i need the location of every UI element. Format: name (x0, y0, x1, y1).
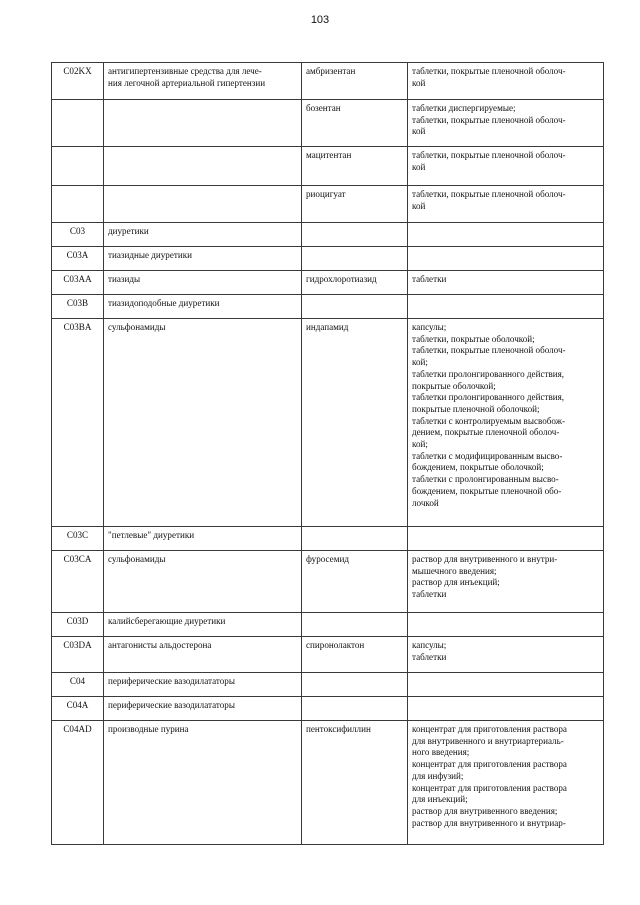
atc-code: C02KX (52, 63, 104, 100)
atc-code: C03CA (52, 551, 104, 613)
drug-name (302, 247, 408, 271)
drug-name: индапамид (302, 319, 408, 527)
dosage-forms (408, 697, 604, 721)
drug-table (51, 62, 604, 845)
table-row (52, 527, 604, 551)
atc-group: антигипертензивные средства для лече- ния легочной артериальной гипертензии (104, 63, 302, 100)
table-row (52, 673, 604, 697)
atc-group: производные пурина (104, 721, 302, 845)
atc-code: C03BA (52, 319, 104, 527)
atc-group (104, 186, 302, 223)
drug-name: риоцигуат (302, 186, 408, 223)
table-row (52, 295, 604, 319)
table-row (52, 551, 604, 613)
dosage-forms: таблетки, покрытые пленочной оболоч- кой (408, 186, 604, 223)
atc-code: C03AA (52, 271, 104, 295)
atc-group: тиазиды (104, 271, 302, 295)
atc-code: C03 (52, 223, 104, 247)
atc-code: C04 (52, 673, 104, 697)
table-row (52, 319, 604, 527)
atc-code: C03DA (52, 637, 104, 673)
atc-code: C03A (52, 247, 104, 271)
drug-name: бозентан (302, 100, 408, 147)
atc-group: сульфонамиды (104, 319, 302, 527)
table-row (52, 697, 604, 721)
atc-group (104, 147, 302, 186)
atc-group: диуретики (104, 223, 302, 247)
drug-name (302, 697, 408, 721)
drug-name (302, 613, 408, 637)
drug-name (302, 527, 408, 551)
atc-code (52, 100, 104, 147)
dosage-forms: таблетки диспергируемые; таблетки, покрытые пленочной оболоч- кой (408, 100, 604, 147)
dosage-forms: капсулы; таблетки (408, 637, 604, 673)
atc-code: C03C (52, 527, 104, 551)
table-row (52, 637, 604, 673)
table-row (52, 271, 604, 295)
dosage-forms: капсулы; таблетки, покрытые оболочкой; таблетки, покрытые пленочной оболоч- кой; таблетки пролонгированного действия, покрытые оболочкой; таблетки пролонгированного действия, покрытые пленочной оболочкой; таблетки с контролируемым высвобож- дением, покрытые пленочной оболоч- кой; таблетки с модифицированным высво- бождением, покрытые оболочкой; таблетки с пролонгированным высво- бождением, покрытые пленочной обо- лочкой (408, 319, 604, 527)
dosage-forms: таблетки, покрытые пленочной оболоч- кой (408, 63, 604, 100)
drug-name: фуросемид (302, 551, 408, 613)
atc-group: антагонисты альдостерона (104, 637, 302, 673)
table-row (52, 247, 604, 271)
atc-group: периферические вазодилататоры (104, 673, 302, 697)
dosage-forms: концентрат для приготовления раствора для внутривенного и внутриартериаль- ного введения; концентрат для приготовления раствора для инфузий; концентрат для приготовления раствора для инъекций; раствор для внутривенного введения; раствор для внутривенного и внутриар- (408, 721, 604, 845)
drug-name (302, 295, 408, 319)
atc-code: C03D (52, 613, 104, 637)
atc-group: тиазидоподобные диуретики (104, 295, 302, 319)
drug-name: пентоксифиллин (302, 721, 408, 845)
dosage-forms (408, 613, 604, 637)
dosage-forms (408, 295, 604, 319)
table-row (52, 721, 604, 845)
table-row (52, 100, 604, 147)
table-row (52, 613, 604, 637)
atc-group: сульфонамиды (104, 551, 302, 613)
atc-code: C04A (52, 697, 104, 721)
atc-group (104, 100, 302, 147)
table-row (52, 186, 604, 223)
drug-name: спиронолактон (302, 637, 408, 673)
page-number: 103 (310, 14, 330, 26)
atc-group: калийсберегающие диуретики (104, 613, 302, 637)
drug-name: гидрохлоротиазид (302, 271, 408, 295)
drug-name: амбризентан (302, 63, 408, 100)
dosage-forms: раствор для внутривенного и внутри- мышечного введения; раствор для инъекций; таблетки (408, 551, 604, 613)
drug-name (302, 223, 408, 247)
atc-code (52, 186, 104, 223)
table-row (52, 63, 604, 100)
dosage-forms (408, 527, 604, 551)
dosage-forms (408, 673, 604, 697)
dosage-forms (408, 223, 604, 247)
dosage-forms: таблетки, покрытые пленочной оболоч- кой (408, 147, 604, 186)
atc-group: периферические вазодилататоры (104, 697, 302, 721)
atc-code (52, 147, 104, 186)
table-row (52, 223, 604, 247)
atc-group: тиазидные диуретики (104, 247, 302, 271)
atc-code: C04AD (52, 721, 104, 845)
atc-group: "петлевые" диуретики (104, 527, 302, 551)
atc-code: C03B (52, 295, 104, 319)
dosage-forms (408, 247, 604, 271)
drug-name (302, 673, 408, 697)
dosage-forms: таблетки (408, 271, 604, 295)
table-row (52, 147, 604, 186)
drug-name: мацитентан (302, 147, 408, 186)
